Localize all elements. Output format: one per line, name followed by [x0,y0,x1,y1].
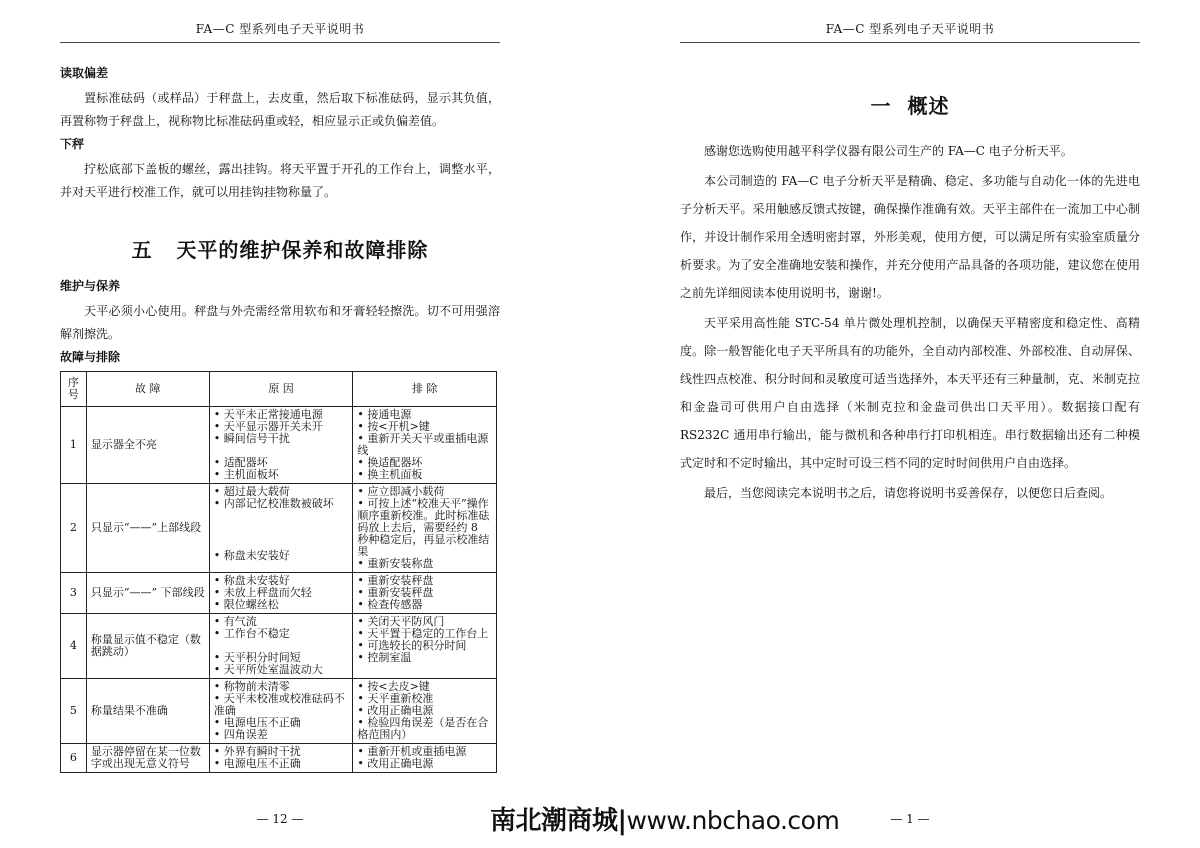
fix-item: • 关闭天平防风门 [357,615,445,628]
watermark [490,800,839,837]
cause-item: • 电源电压不正确 [213,716,301,729]
watermark-brand: 南北潮商城 [490,806,618,836]
cause-item: • 有气流 [213,615,257,628]
fix-item: • 改用正确电源 [357,704,434,717]
row-causes [209,679,353,744]
cause-item: • 工作台不稳定 [213,627,290,640]
row-causes [209,407,353,484]
overview-paragraph: 天平采用高性能 STC-54 单片微处理机控制，以确保天平精密度和稳定性、高精度。除一般智能化电子天平所具有的功能外，全自动内部校准、外部校准、自动屏保、线性四点校准、积分时间和灵敏度可适当选择外，本天平还有三种量制，克、米制克拉和金盎司可供用户自由选择（米制克拉和金盎司供出口天平用）。数据接口配有 RS232C 通用串行输出，能与微机和各种串行打印机相连。串行数据输出还有二种模式定时和不定时输出，其中定时可设三档不同的定时时间供用户自由选择。 [680,316,1140,470]
cause-item: • 四角误差 [213,728,268,741]
overview-paragraph: 感谢您选购使用越平科学仪器有限公司生产的 FA—C 电子分析天平。 [704,144,1073,158]
row-symptom: 显示器全不亮 [86,407,209,484]
read-deviation-title: 读取偏差 [60,66,109,80]
row-symptom: 只显示“——”上部线段 [86,484,209,573]
row-causes [209,744,353,773]
cause-item: • 瞬间信号干扰 [213,432,290,445]
cause-item: • 称盘未安装好 [213,549,290,562]
table-row [61,484,497,573]
right-header-title: FA—C 型系列电子天平说明书 [825,22,995,36]
cause-item: • 天平所处室温波动大 [213,663,323,676]
fix-item: • 换适配器坏 [357,456,423,469]
row-symptom: 称量结果不准确 [86,679,209,744]
watermark-url: www.nbchao.com [626,806,840,835]
cause-gap [214,510,349,538]
fix-item: • 检查传感器 [357,598,423,611]
right-content [680,90,1140,509]
fix-item: • 按<去皮>键 [357,680,430,693]
cause-item: • 天平显示器开关未开 [213,420,323,433]
col-header-cause: 原 因 [209,372,353,407]
fix-item: • 可按上述“校准天平”操作顺序重新校准。此时标准砝码放上去后，需要经约 8 秒种稳定后，再显示校准结果 [357,497,490,558]
cause-item: • 天平未校准或校准砝码不准确 [213,692,345,717]
cause-item: • 限位螺丝松 [213,598,279,611]
right-page-number: — 1 — [890,812,930,826]
table-row [61,679,497,744]
overview-paragraph: 本公司制造的 FA—C 电子分析天平是精确、稳定、多功能与自动化一体的先进电子分析天平。采用触感反馈式按键，确保操作准确有效。天平主部件在一流加工中心制作，并设计制作采用全透明密封罩，外形美观，使用方便，可以满足所有实验室质量分析要求。为了安全准确地安装和操作，并充分使用产品具备的各项功能，建议您在使用之前先详细阅读本使用说明书，谢谢!。 [680,174,1140,300]
left-content [60,64,500,773]
cause-item: • 未放上秤盘而欠轻 [213,586,312,599]
section-one-title: 一 概述 [870,94,950,118]
fix-item: • 控制室温 [357,651,412,664]
cause-item: • 主机面板坏 [213,468,279,481]
row-causes [209,614,353,679]
fix-item: • 天平置于稳定的工作台上 [357,627,489,640]
row-num: 3 [61,573,87,614]
cause-item: • 称盘未安装好 [213,574,290,587]
left-page [60,0,500,848]
row-symptom: 只显示“——” 下部线段 [86,573,209,614]
left-page-number: — 12 — [256,812,304,826]
cause-item: • 超过最大载荷 [213,485,290,498]
fix-item: • 天平重新校准 [357,692,434,705]
table-header-row [61,372,497,407]
table-row [61,744,497,773]
col-header-symptom: 故 障 [86,372,209,407]
table-row [61,407,497,484]
cause-item: • 天平未正常接通电源 [213,408,323,421]
col-header-fix: 排 除 [353,372,497,407]
fix-item: • 接通电源 [357,408,412,421]
row-num: 6 [61,744,87,773]
row-fixes [353,744,497,773]
table-row [61,573,497,614]
cause-item: • 天平积分时间短 [213,651,301,664]
left-header-title: FA—C 型系列电子天平说明书 [195,22,365,36]
fix-item: • 重新安装称盘 [357,557,434,570]
troubleshoot-table [60,371,497,773]
right-page [680,0,1140,848]
hang-weigh-text: 拧松底部下盖板的螺丝，露出挂钩。将天平置于开孔的工作台上，调整水平，并对天平进行校准工作，就可以用挂钩挂物称量了。 [60,162,500,199]
row-num: 4 [61,614,87,679]
cause-item: • 电源电压不正确 [213,757,301,770]
cause-item: • 外界有瞬时干扰 [213,745,301,758]
fix-item: • 按<开机>键 [357,420,430,433]
fix-item: • 重新安装秤盘 [357,586,434,599]
fix-item: • 应立即减小载荷 [357,485,445,498]
row-fixes [353,407,497,484]
row-fixes [353,484,497,573]
cause-item: • 适配器坏 [213,456,268,469]
table-row [61,614,497,679]
overview-paragraph: 最后，当您阅读完本说明书之后，请您将说明书妥善保存，以便您日后查阅。 [704,486,1113,500]
fix-item: • 重新开机或重插电源 [357,745,467,758]
hang-weigh-title: 下秤 [60,137,85,151]
watermark-separator: | [617,806,627,836]
fix-item: • 重新开关天平或重插电源线 [357,432,489,457]
row-causes [209,573,353,614]
row-num: 2 [61,484,87,573]
col-header-num: 序号 [61,372,87,407]
fix-item: • 可选较长的积分时间 [357,639,467,652]
troubleshoot-title: 故障与排除 [60,350,121,364]
fix-item: • 重新安装秤盘 [357,574,434,587]
fix-item: • 检验四角误差（是否在合格范围内） [357,716,489,741]
row-fixes [353,573,497,614]
maintenance-title: 维护与保养 [60,279,121,293]
read-deviation-text: 置标准砝码（或样品）于秤盘上，去皮重，然后取下标准砝码，显示其负值，再置称物于秤盘上，视称物比标准砝码重或轻，相应显示正或负偏差值。 [60,91,500,128]
row-causes [209,484,353,573]
fix-item: • 换主机面板 [357,468,423,481]
fix-item: • 改用正确电源 [357,757,434,770]
section-five-title: 五 天平的维护保养和故障排除 [131,238,429,262]
cause-item: • 内部记忆校准数被破坏 [213,497,334,510]
maintenance-text: 天平必须小心使用。秤盘与外壳需经常用软布和牙膏轻轻擦洗。切不可用强溶解剂擦洗。 [60,304,500,341]
row-symptom: 称量显示值不稳定（数据跳动） [86,614,209,679]
cause-item: • 称物前未清零 [213,680,290,693]
row-fixes [353,614,497,679]
row-symptom: 显示器停留在某一位数字或出现无意义符号 [86,744,209,773]
row-num: 5 [61,679,87,744]
row-fixes [353,679,497,744]
row-num: 1 [61,407,87,484]
